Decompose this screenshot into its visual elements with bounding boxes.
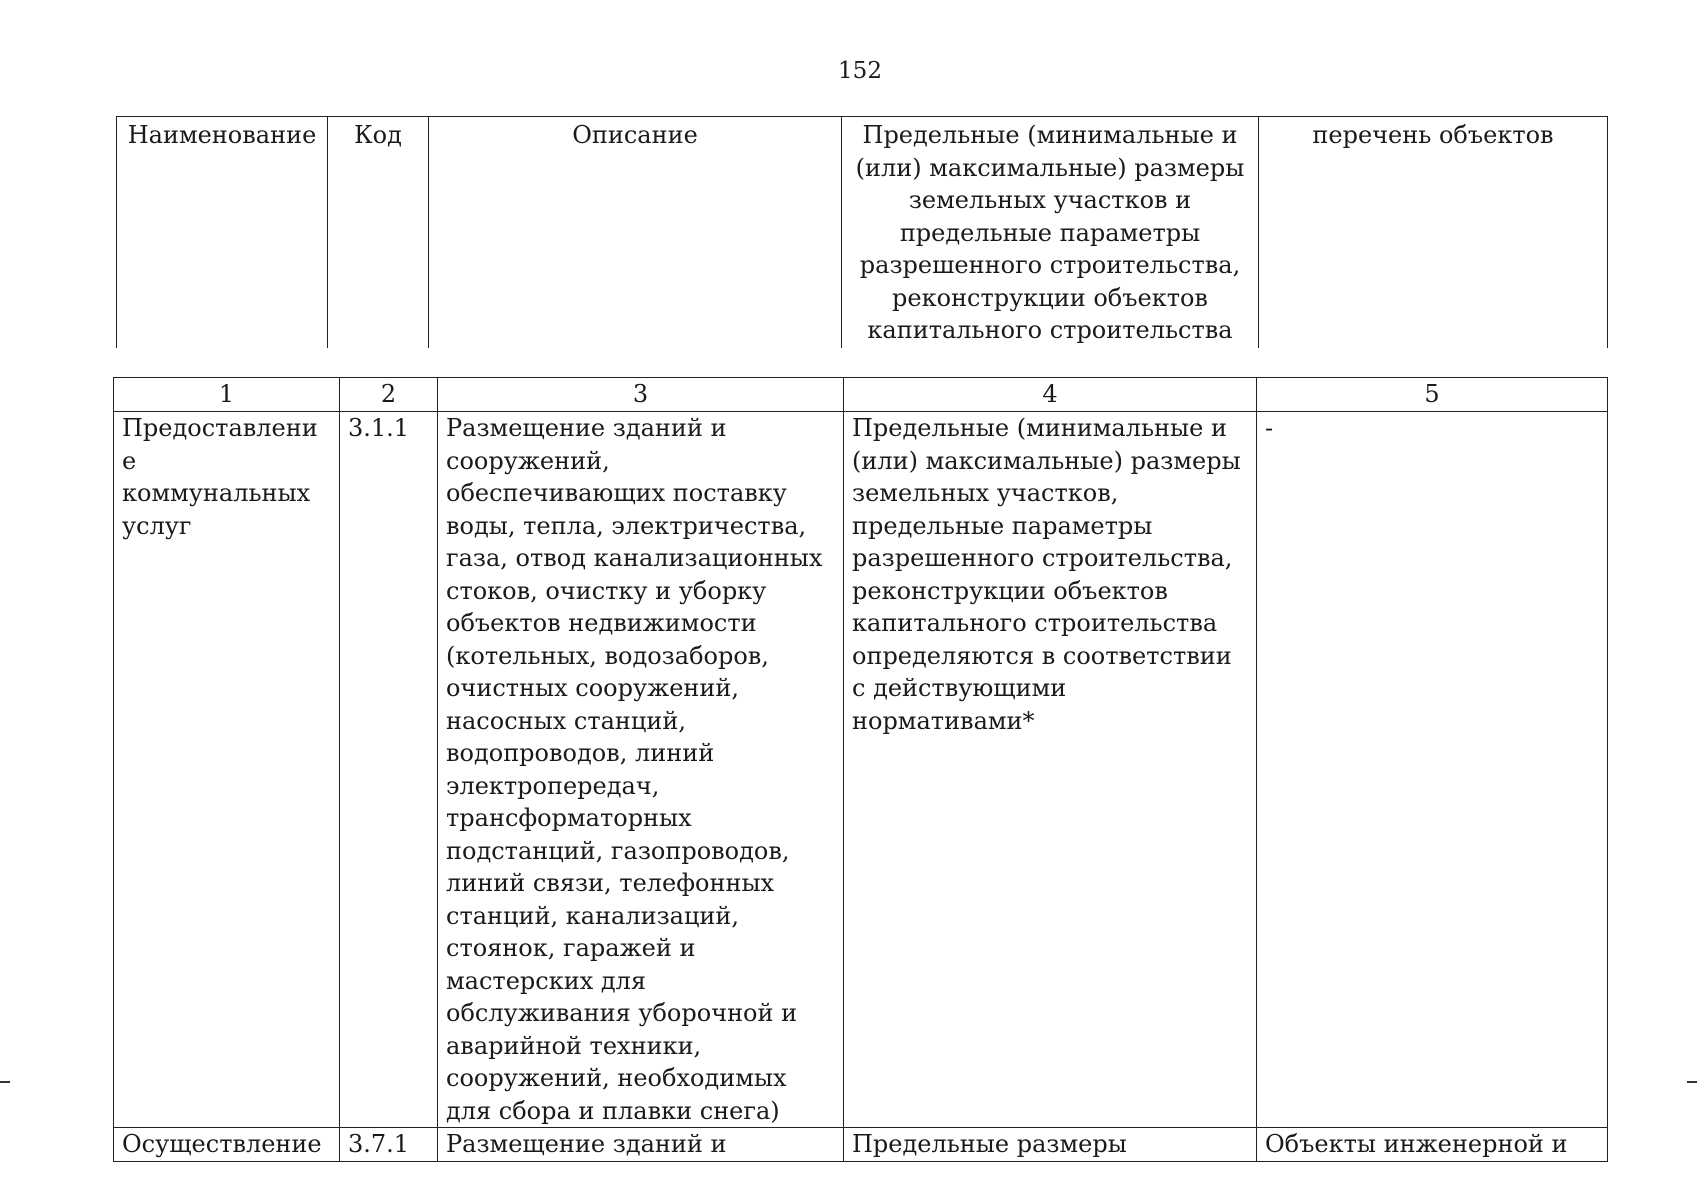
- column-number: 1: [114, 378, 340, 412]
- header-name: Наименование: [117, 117, 328, 349]
- row-objects: -: [1257, 412, 1608, 1128]
- row-objects: Объекты инженерной и: [1257, 1128, 1608, 1162]
- column-number: 2: [340, 378, 438, 412]
- row-code: 3.1.1: [340, 412, 438, 1128]
- row-description: Размещение зданий и: [438, 1128, 844, 1162]
- row-code: 3.7.1: [340, 1128, 438, 1162]
- row-description: Размещение зданий и сооружений, обеспечивающих поставку воды, тепла, электричества, газа, отвод канализационных стоков, очистку и уборку объектов недвижимости (котельных, водозаборов, очистных сооружений, насосных станций, водопроводов, линий электропередач, трансформаторных подстанций, газопроводов, линий связи, телефонных станций, канализаций, стоянок, гаражей и мастерских для обслуживания уборочной и аварийной техники, сооружений, необходимых для сбора и плавки снега): [438, 412, 844, 1128]
- row-name: Осуществление: [114, 1128, 340, 1162]
- column-number: 3: [438, 378, 844, 412]
- regulations-table: [113, 377, 1608, 1162]
- row-name: Предоставление коммунальных услуг: [114, 412, 340, 1128]
- row-limits: Предельные (минимальные и (или) максимальные) размеры земельных участков, предельные параметры разрешенного строительства, реконструкции объектов капитального строительства определяются в соответствии с действующими нормативами*: [844, 412, 1257, 1128]
- header-description: Описание: [429, 117, 842, 349]
- table-row: [114, 1128, 1608, 1162]
- right-margin-mark: [1687, 1081, 1697, 1083]
- header-objects: перечень объектов: [1259, 117, 1608, 349]
- page-number: 152: [838, 58, 882, 84]
- column-number: 4: [844, 378, 1257, 412]
- column-number: 5: [1257, 378, 1608, 412]
- left-margin-mark: [0, 1081, 10, 1083]
- table-row: [114, 412, 1608, 1128]
- header-code: Код: [328, 117, 429, 349]
- table-header: [116, 116, 1608, 348]
- column-number-row: [114, 378, 1608, 412]
- header-limits: Предельные (минимальные и (или) максимальные) размеры земельных участков и предельные параметры разрешенного строительства, реконструкции объектов капитального строительства: [842, 117, 1259, 349]
- row-limits: Предельные размеры: [844, 1128, 1257, 1162]
